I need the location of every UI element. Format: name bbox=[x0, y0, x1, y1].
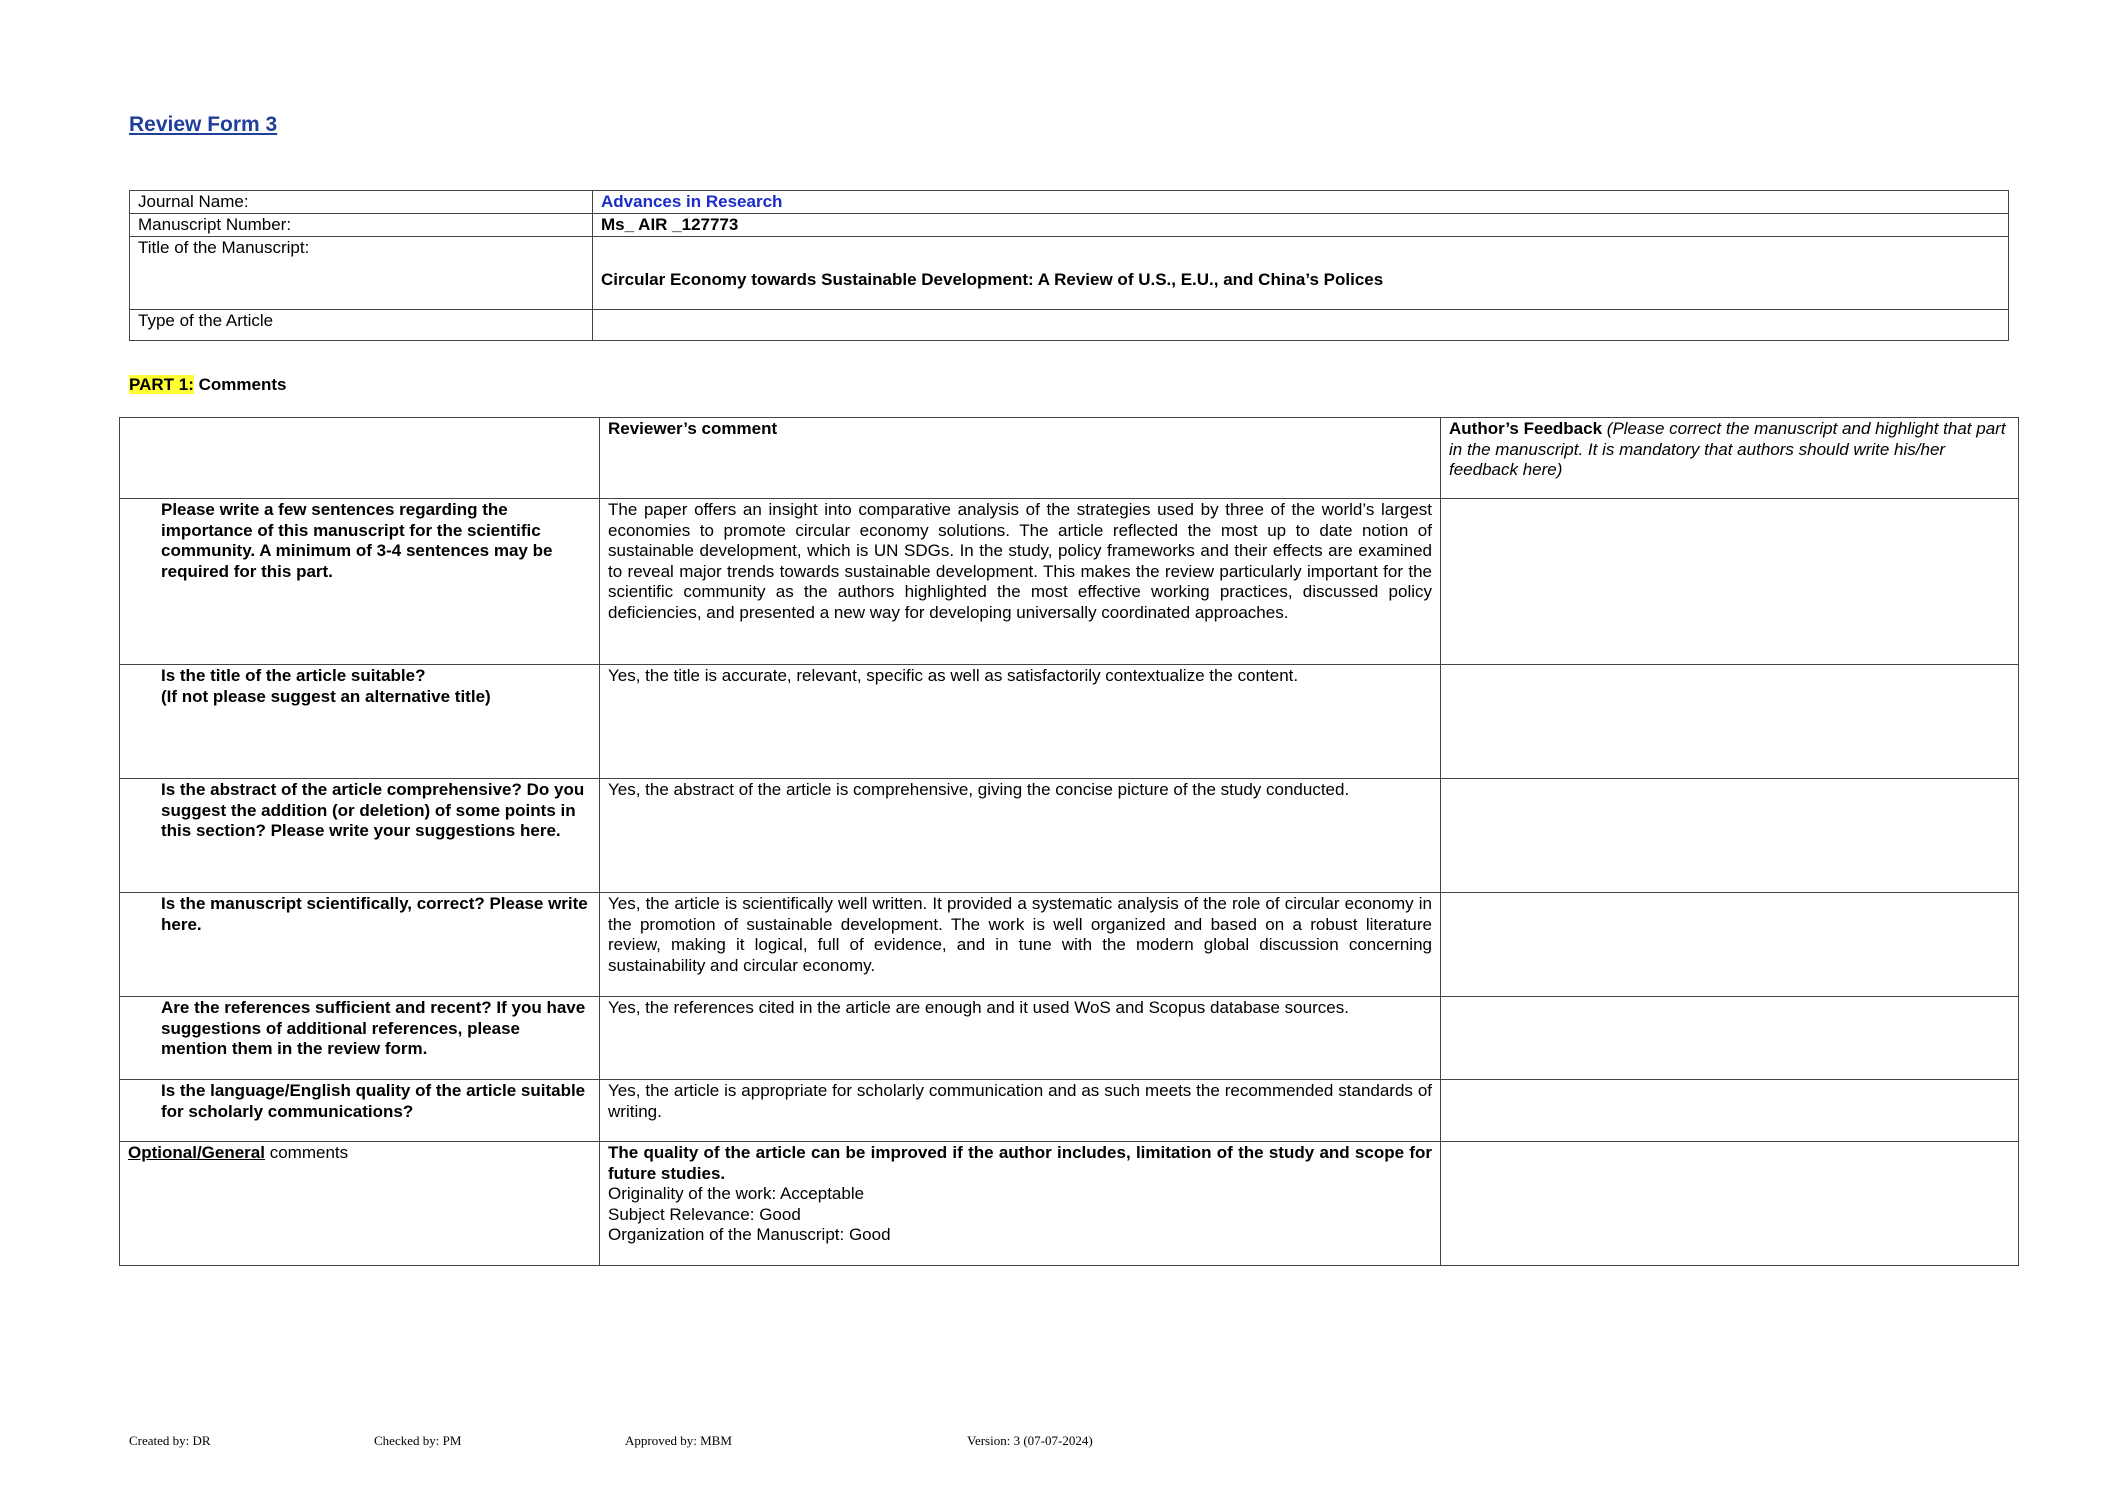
organization-line: Organization of the Manuscript: Good bbox=[608, 1225, 891, 1244]
manuscript-title-row bbox=[130, 237, 2009, 310]
answer-title: Yes, the title is accurate, relevant, specific as well as satisfactorily contextualize the content. bbox=[600, 665, 1441, 779]
question-references: Are the references sufficient and recent? If you have suggestions of additional references, please mention them in the review form. bbox=[120, 997, 600, 1080]
question-abstract: Is the abstract of the article comprehensive? Do you suggest the addition (or deletion) of some points in this section? Please write your suggestions here. bbox=[120, 779, 600, 893]
part-label: Comments bbox=[198, 375, 287, 394]
relevance-line: Subject Relevance: Good bbox=[608, 1204, 801, 1224]
header-author-feedback bbox=[1441, 418, 2019, 499]
optional-comments-text bbox=[600, 1142, 1441, 1266]
table-row bbox=[120, 499, 2019, 665]
article-type-label: Type of the Article bbox=[130, 310, 593, 341]
feedback-references[interactable] bbox=[1441, 997, 2019, 1080]
manuscript-title-value: Circular Economy towards Sustainable Development: A Review of U.S., E.U., and China’s Polices bbox=[593, 237, 2009, 310]
journal-label: Journal Name: bbox=[130, 191, 593, 214]
table-row bbox=[120, 1080, 2019, 1142]
article-type-value bbox=[593, 310, 2009, 341]
answer-abstract: Yes, the abstract of the article is comprehensive, giving the concise picture of the study conducted. bbox=[600, 779, 1441, 893]
table-row bbox=[120, 665, 2019, 779]
part-number-highlight: PART 1: bbox=[129, 375, 194, 394]
table-row bbox=[120, 997, 2019, 1080]
feedback-title[interactable] bbox=[1441, 665, 2019, 779]
manuscript-info-table bbox=[129, 190, 2009, 341]
answer-scientific: Yes, the article is scientifically well written. It provided a systematic analysis of the role of circular economy in the promotion of sustainable development. The work is well organized and based on a robust literature review, making it logical, full of evidence, and in tune with the modern global discussion concerning sustainability and circular economy. bbox=[600, 893, 1441, 997]
manuscript-number-label: Manuscript Number: bbox=[130, 214, 593, 237]
feedback-abstract[interactable] bbox=[1441, 779, 2019, 893]
question-importance: Please write a few sentences regarding the importance of this manuscript for the scientific community. A minimum of 3-4 sentences may be required for this part. bbox=[120, 499, 600, 665]
feedback-optional[interactable] bbox=[1441, 1142, 2019, 1266]
footer-created: Created by: DR bbox=[129, 1433, 211, 1448]
author-feedback-title: Author’s Feedback bbox=[1449, 419, 1603, 438]
journal-row bbox=[130, 191, 2009, 214]
optional-comments-label bbox=[120, 1142, 600, 1266]
optional-comments-row bbox=[120, 1142, 2019, 1266]
footer-approved: Approved by: MBM bbox=[625, 1433, 732, 1448]
table-row bbox=[120, 779, 2019, 893]
answer-importance: The paper offers an insight into comparative analysis of the strategies used by three of the world’s largest economies to promote circular economy solutions. The article reflected the most up to date notion of sustainable development, which is UN SDGs. In the study, policy frameworks and their effects are examined to reveal major trends towards sustainable development. This makes the review particularly important for the scientific community as the authors highlighted the most effective working practices, discussed policy deficiencies, and presented a new way for developing universally coordinated approaches. bbox=[600, 499, 1441, 665]
feedback-language[interactable] bbox=[1441, 1080, 2019, 1142]
header-reviewer-comment: Reviewer’s comment bbox=[600, 418, 1441, 499]
question-title-line2: (If not please suggest an alternative title) bbox=[161, 686, 491, 706]
question-language: Is the language/English quality of the article suitable for scholarly communications? bbox=[120, 1080, 600, 1142]
form-title: Review Form 3 bbox=[129, 113, 278, 136]
footer-checked: Checked by: PM bbox=[374, 1433, 462, 1448]
optional-label-underlined: Optional/General bbox=[128, 1143, 265, 1162]
footer-version: Version: 3 (07-07-2024) bbox=[967, 1433, 1093, 1448]
question-title bbox=[120, 665, 600, 779]
manuscript-number-row bbox=[130, 214, 2009, 237]
header-empty-cell bbox=[120, 418, 600, 499]
question-scientific: Is the manuscript scientifically, correct? Please write here. bbox=[120, 893, 600, 997]
optional-label-rest: comments bbox=[264, 1143, 349, 1162]
table-row bbox=[120, 893, 2019, 997]
review-header-row bbox=[120, 418, 2019, 499]
part-heading bbox=[129, 375, 286, 395]
originality-line: Originality of the work: Acceptable bbox=[608, 1184, 865, 1203]
article-type-row bbox=[130, 310, 2009, 341]
optional-bold-text: The quality of the article can be improved if the author includes, limitation of the study and scope for future studies. bbox=[608, 1143, 1432, 1183]
answer-language: Yes, the article is appropriate for scholarly communication and as such meets the recommended standards of writing. bbox=[600, 1080, 1441, 1142]
question-title-line1: Is the title of the article suitable? bbox=[161, 666, 426, 685]
feedback-importance[interactable] bbox=[1441, 499, 2019, 665]
answer-references: Yes, the references cited in the article are enough and it used WoS and Scopus database sources. bbox=[600, 997, 1441, 1080]
manuscript-title-label: Title of the Manuscript: bbox=[130, 237, 593, 310]
author-feedback-instruction: (Please correct the manuscript and highlight that part in the manuscript. It is mandatory that authors should write his/her feedback here) bbox=[1449, 419, 2006, 479]
manuscript-number-value: Ms_ AIR _127773 bbox=[593, 214, 2009, 237]
review-comments-table bbox=[119, 417, 2019, 1266]
feedback-scientific[interactable] bbox=[1441, 893, 2019, 997]
journal-value: Advances in Research bbox=[593, 191, 2009, 214]
